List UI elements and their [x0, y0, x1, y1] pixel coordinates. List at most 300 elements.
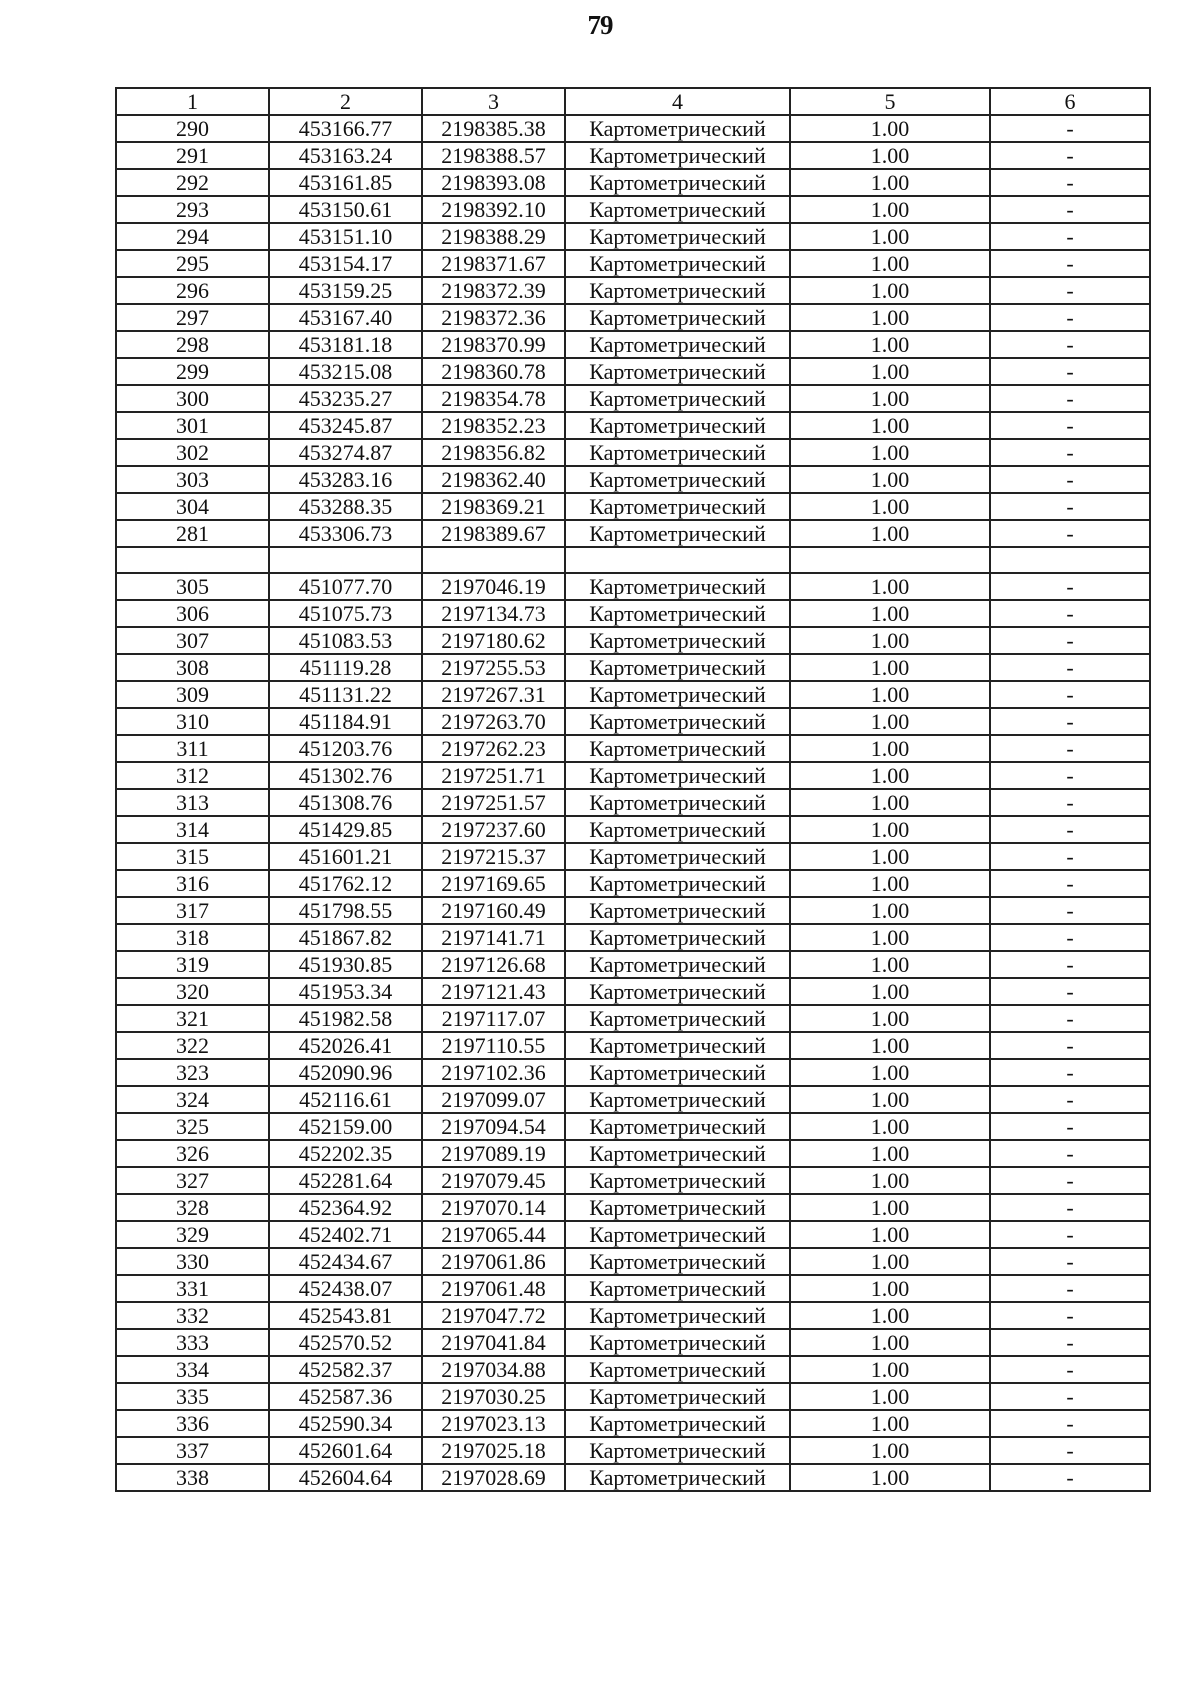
point-number-cell: 329 — [116, 1221, 269, 1248]
y-coordinate-cell: 2197141.71 — [422, 924, 565, 951]
table-row — [116, 1059, 1150, 1086]
x-coordinate-cell: 452570.52 — [269, 1329, 422, 1356]
method-cell: Картометрический — [565, 1140, 790, 1167]
accuracy-cell: 1.00 — [790, 1140, 990, 1167]
method-cell: Картометрический — [565, 1302, 790, 1329]
x-coordinate-cell: 452159.00 — [269, 1113, 422, 1140]
table-row — [116, 681, 1150, 708]
accuracy-cell: 1.00 — [790, 439, 990, 466]
method-cell: Картометрический — [565, 1059, 790, 1086]
table-row — [116, 843, 1150, 870]
x-coordinate-cell: 452090.96 — [269, 1059, 422, 1086]
table-row — [116, 1464, 1150, 1491]
accuracy-cell: 1.00 — [790, 223, 990, 250]
description-cell: - — [990, 1086, 1150, 1113]
x-coordinate-cell: 453163.24 — [269, 142, 422, 169]
x-coordinate-cell: 453288.35 — [269, 493, 422, 520]
description-cell: - — [990, 142, 1150, 169]
method-cell: Картометрический — [565, 223, 790, 250]
table-row — [116, 735, 1150, 762]
description-cell: - — [990, 978, 1150, 1005]
x-coordinate-cell: 453167.40 — [269, 304, 422, 331]
y-coordinate-cell: 2198360.78 — [422, 358, 565, 385]
point-number-cell: 300 — [116, 385, 269, 412]
y-coordinate-cell: 2197023.13 — [422, 1410, 565, 1437]
point-number-cell: 326 — [116, 1140, 269, 1167]
point-number-cell: 332 — [116, 1302, 269, 1329]
method-cell: Картометрический — [565, 654, 790, 681]
y-coordinate-cell: 2198370.99 — [422, 331, 565, 358]
description-cell: - — [990, 600, 1150, 627]
y-coordinate-cell: 2197030.25 — [422, 1383, 565, 1410]
accuracy-cell: 1.00 — [790, 897, 990, 924]
x-coordinate-cell: 453283.16 — [269, 466, 422, 493]
accuracy-cell: 1.00 — [790, 142, 990, 169]
description-cell: - — [990, 573, 1150, 600]
accuracy-cell: 1.00 — [790, 1194, 990, 1221]
table-row — [116, 115, 1150, 142]
x-coordinate-cell: 452281.64 — [269, 1167, 422, 1194]
y-coordinate-cell: 2197263.70 — [422, 708, 565, 735]
point-number-cell: 321 — [116, 1005, 269, 1032]
y-coordinate-cell: 2198362.40 — [422, 466, 565, 493]
accuracy-cell: 1.00 — [790, 600, 990, 627]
header-col-5: 5 — [790, 88, 990, 115]
description-cell: - — [990, 1464, 1150, 1491]
accuracy-cell: 1.00 — [790, 924, 990, 951]
header-col-1: 1 — [116, 88, 269, 115]
header-col-3: 3 — [422, 88, 565, 115]
method-cell: Картометрический — [565, 1383, 790, 1410]
accuracy-cell: 1.00 — [790, 1356, 990, 1383]
method-cell: Картометрический — [565, 735, 790, 762]
method-cell: Картометрический — [565, 115, 790, 142]
method-cell: Картометрический — [565, 277, 790, 304]
point-number-cell: 297 — [116, 304, 269, 331]
table-row — [116, 331, 1150, 358]
table-body — [116, 115, 1150, 1491]
table-row — [116, 1302, 1150, 1329]
accuracy-cell: 1.00 — [790, 304, 990, 331]
x-coordinate-cell: 451762.12 — [269, 870, 422, 897]
accuracy-cell: 1.00 — [790, 1302, 990, 1329]
y-coordinate-cell: 2197267.31 — [422, 681, 565, 708]
table-row — [116, 951, 1150, 978]
x-coordinate-cell: 453181.18 — [269, 331, 422, 358]
method-cell: Картометрический — [565, 439, 790, 466]
point-number-cell: 293 — [116, 196, 269, 223]
description-cell: - — [990, 304, 1150, 331]
y-coordinate-cell: 2197089.19 — [422, 1140, 565, 1167]
method-cell: Картометрический — [565, 843, 790, 870]
x-coordinate-cell: 451601.21 — [269, 843, 422, 870]
table-row — [116, 573, 1150, 600]
y-coordinate-cell: 2197262.23 — [422, 735, 565, 762]
accuracy-cell: 1.00 — [790, 520, 990, 547]
point-number-cell: 311 — [116, 735, 269, 762]
accuracy-cell: 1.00 — [790, 735, 990, 762]
y-coordinate-cell: 2198372.39 — [422, 277, 565, 304]
accuracy-cell: 1.00 — [790, 115, 990, 142]
method-cell: Картометрический — [565, 708, 790, 735]
y-coordinate-cell: 2197034.88 — [422, 1356, 565, 1383]
x-coordinate-cell: 453166.77 — [269, 115, 422, 142]
y-coordinate-cell: 2198388.29 — [422, 223, 565, 250]
description-cell: - — [990, 897, 1150, 924]
point-number-cell: 298 — [116, 331, 269, 358]
header-col-4: 4 — [565, 88, 790, 115]
table-row — [116, 1194, 1150, 1221]
table-row — [116, 654, 1150, 681]
table-row — [116, 1032, 1150, 1059]
description-cell: - — [990, 493, 1150, 520]
point-number-cell: 291 — [116, 142, 269, 169]
table-row — [116, 1410, 1150, 1437]
table-row — [116, 439, 1150, 466]
table-row — [116, 304, 1150, 331]
description-cell: - — [990, 115, 1150, 142]
accuracy-cell: 1.00 — [790, 681, 990, 708]
table-row — [116, 708, 1150, 735]
table-row — [116, 1167, 1150, 1194]
point-number-cell: 323 — [116, 1059, 269, 1086]
table-row — [116, 1383, 1150, 1410]
table-row — [116, 385, 1150, 412]
method-cell: Картометрический — [565, 924, 790, 951]
point-number-cell: 303 — [116, 466, 269, 493]
accuracy-cell: 1.00 — [790, 1410, 990, 1437]
point-number-cell: 302 — [116, 439, 269, 466]
x-coordinate-cell: 452601.64 — [269, 1437, 422, 1464]
point-number-cell: 328 — [116, 1194, 269, 1221]
table-row — [116, 897, 1150, 924]
method-cell: Картометрический — [565, 762, 790, 789]
point-number-cell: 315 — [116, 843, 269, 870]
y-coordinate-cell: 2198354.78 — [422, 385, 565, 412]
table-row — [116, 816, 1150, 843]
point-number-cell: 337 — [116, 1437, 269, 1464]
point-number-cell: 304 — [116, 493, 269, 520]
y-coordinate-cell: 2197079.45 — [422, 1167, 565, 1194]
accuracy-cell: 1.00 — [790, 358, 990, 385]
x-coordinate-cell: 451982.58 — [269, 1005, 422, 1032]
y-coordinate-cell: 2197180.62 — [422, 627, 565, 654]
accuracy-cell: 1.00 — [790, 1113, 990, 1140]
method-cell: Картометрический — [565, 169, 790, 196]
description-cell: - — [990, 223, 1150, 250]
point-number-cell: 295 — [116, 250, 269, 277]
description-cell: - — [990, 1248, 1150, 1275]
method-cell: Картометрический — [565, 358, 790, 385]
x-coordinate-cell: 452202.35 — [269, 1140, 422, 1167]
x-coordinate-cell: 451075.73 — [269, 600, 422, 627]
accuracy-cell: 1.00 — [790, 789, 990, 816]
method-cell: Картометрический — [565, 1194, 790, 1221]
point-number-cell: 338 — [116, 1464, 269, 1491]
description-cell: - — [990, 196, 1150, 223]
method-cell: Картометрический — [565, 385, 790, 412]
x-coordinate-cell: 453150.61 — [269, 196, 422, 223]
y-coordinate-cell: 2198369.21 — [422, 493, 565, 520]
x-coordinate-cell: 453154.17 — [269, 250, 422, 277]
y-coordinate-cell: 2197117.07 — [422, 1005, 565, 1032]
description-cell: - — [990, 1032, 1150, 1059]
point-number-cell: 299 — [116, 358, 269, 385]
method-cell: Картометрический — [565, 466, 790, 493]
page-number: 79 — [587, 10, 613, 40]
description-cell: - — [990, 735, 1150, 762]
method-cell: Картометрический — [565, 1356, 790, 1383]
y-coordinate-cell: 2197047.72 — [422, 1302, 565, 1329]
description-cell: - — [990, 520, 1150, 547]
accuracy-cell: 1.00 — [790, 1329, 990, 1356]
description-cell: - — [990, 1410, 1150, 1437]
accuracy-cell: 1.00 — [790, 1383, 990, 1410]
description-cell: - — [990, 870, 1150, 897]
description-cell: - — [990, 951, 1150, 978]
table-row — [116, 493, 1150, 520]
table-row — [116, 1329, 1150, 1356]
description-cell: - — [990, 1140, 1150, 1167]
description-cell: - — [990, 1275, 1150, 1302]
y-coordinate-cell: 2197134.73 — [422, 600, 565, 627]
accuracy-cell: 1.00 — [790, 843, 990, 870]
method-cell: Картометрический — [565, 1167, 790, 1194]
description-cell: - — [990, 843, 1150, 870]
point-number-cell: 310 — [116, 708, 269, 735]
point-number-cell: 324 — [116, 1086, 269, 1113]
accuracy-cell: 1.00 — [790, 951, 990, 978]
point-number-cell: 314 — [116, 816, 269, 843]
description-cell — [990, 547, 1150, 573]
accuracy-cell: 1.00 — [790, 627, 990, 654]
y-coordinate-cell: 2197255.53 — [422, 654, 565, 681]
accuracy-cell: 1.00 — [790, 169, 990, 196]
accuracy-cell: 1.00 — [790, 250, 990, 277]
description-cell: - — [990, 439, 1150, 466]
accuracy-cell: 1.00 — [790, 277, 990, 304]
table-row — [116, 358, 1150, 385]
y-coordinate-cell: 2197094.54 — [422, 1113, 565, 1140]
accuracy-cell: 1.00 — [790, 196, 990, 223]
header-col-6: 6 — [990, 88, 1150, 115]
x-coordinate-cell: 452582.37 — [269, 1356, 422, 1383]
description-cell: - — [990, 466, 1150, 493]
method-cell: Картометрический — [565, 681, 790, 708]
accuracy-cell: 1.00 — [790, 1167, 990, 1194]
table-row — [116, 196, 1150, 223]
table-row — [116, 1437, 1150, 1464]
y-coordinate-cell: 2197160.49 — [422, 897, 565, 924]
x-coordinate-cell: 453235.27 — [269, 385, 422, 412]
description-cell: - — [990, 1005, 1150, 1032]
accuracy-cell: 1.00 — [790, 1464, 990, 1491]
table-row — [116, 870, 1150, 897]
description-cell: - — [990, 654, 1150, 681]
method-cell: Картометрический — [565, 142, 790, 169]
accuracy-cell: 1.00 — [790, 1032, 990, 1059]
table-row — [116, 1005, 1150, 1032]
x-coordinate-cell: 453159.25 — [269, 277, 422, 304]
method-cell: Картометрический — [565, 520, 790, 547]
x-coordinate-cell: 451953.34 — [269, 978, 422, 1005]
description-cell: - — [990, 924, 1150, 951]
method-cell: Картометрический — [565, 250, 790, 277]
description-cell: - — [990, 1167, 1150, 1194]
y-coordinate-cell: 2198352.23 — [422, 412, 565, 439]
table-row — [116, 169, 1150, 196]
table-row — [116, 1221, 1150, 1248]
x-coordinate-cell: 451867.82 — [269, 924, 422, 951]
point-number-cell: 313 — [116, 789, 269, 816]
point-number-cell: 334 — [116, 1356, 269, 1383]
point-number-cell: 312 — [116, 762, 269, 789]
method-cell: Картометрический — [565, 1329, 790, 1356]
point-number-cell: 322 — [116, 1032, 269, 1059]
description-cell: - — [990, 681, 1150, 708]
table-separator-row — [116, 547, 1150, 573]
method-cell: Картометрический — [565, 897, 790, 924]
method-cell: Картометрический — [565, 1464, 790, 1491]
description-cell: - — [990, 412, 1150, 439]
x-coordinate-cell: 451119.28 — [269, 654, 422, 681]
y-coordinate-cell: 2197065.44 — [422, 1221, 565, 1248]
point-number-cell: 317 — [116, 897, 269, 924]
x-coordinate-cell: 452402.71 — [269, 1221, 422, 1248]
accuracy-cell: 1.00 — [790, 870, 990, 897]
x-coordinate-cell: 453306.73 — [269, 520, 422, 547]
y-coordinate-cell: 2198372.36 — [422, 304, 565, 331]
table-row — [116, 412, 1150, 439]
y-coordinate-cell: 2197046.19 — [422, 573, 565, 600]
point-number-cell: 290 — [116, 115, 269, 142]
point-number-cell: 331 — [116, 1275, 269, 1302]
description-cell: - — [990, 1113, 1150, 1140]
y-coordinate-cell: 2197110.55 — [422, 1032, 565, 1059]
y-coordinate-cell: 2198389.67 — [422, 520, 565, 547]
accuracy-cell — [790, 547, 990, 573]
y-coordinate-cell: 2197028.69 — [422, 1464, 565, 1491]
method-cell: Картометрический — [565, 1275, 790, 1302]
accuracy-cell: 1.00 — [790, 1059, 990, 1086]
point-number-cell: 320 — [116, 978, 269, 1005]
x-coordinate-cell: 452434.67 — [269, 1248, 422, 1275]
accuracy-cell: 1.00 — [790, 1005, 990, 1032]
y-coordinate-cell: 2197041.84 — [422, 1329, 565, 1356]
method-cell: Картометрический — [565, 412, 790, 439]
y-coordinate-cell: 2198393.08 — [422, 169, 565, 196]
x-coordinate-cell: 451203.76 — [269, 735, 422, 762]
x-coordinate-cell: 453215.08 — [269, 358, 422, 385]
point-number-cell: 301 — [116, 412, 269, 439]
method-cell: Картометрический — [565, 627, 790, 654]
accuracy-cell: 1.00 — [790, 654, 990, 681]
table-row — [116, 978, 1150, 1005]
y-coordinate-cell: 2197121.43 — [422, 978, 565, 1005]
accuracy-cell: 1.00 — [790, 412, 990, 439]
x-coordinate-cell: 451302.76 — [269, 762, 422, 789]
header-col-2: 2 — [269, 88, 422, 115]
table-row — [116, 1086, 1150, 1113]
method-cell: Картометрический — [565, 600, 790, 627]
x-coordinate-cell: 451930.85 — [269, 951, 422, 978]
method-cell: Картометрический — [565, 573, 790, 600]
method-cell: Картометрический — [565, 1248, 790, 1275]
x-coordinate-cell: 452543.81 — [269, 1302, 422, 1329]
table-row — [116, 223, 1150, 250]
x-coordinate-cell: 453274.87 — [269, 439, 422, 466]
point-number-cell: 327 — [116, 1167, 269, 1194]
point-number-cell: 281 — [116, 520, 269, 547]
method-cell: Картометрический — [565, 789, 790, 816]
point-number-cell: 309 — [116, 681, 269, 708]
y-coordinate-cell: 2197102.36 — [422, 1059, 565, 1086]
point-number-cell: 294 — [116, 223, 269, 250]
description-cell: - — [990, 1329, 1150, 1356]
table-row — [116, 1275, 1150, 1302]
y-coordinate-cell: 2197061.86 — [422, 1248, 565, 1275]
method-cell: Картометрический — [565, 1221, 790, 1248]
description-cell: - — [990, 627, 1150, 654]
accuracy-cell: 1.00 — [790, 493, 990, 520]
header-row — [116, 88, 1150, 115]
y-coordinate-cell: 2197126.68 — [422, 951, 565, 978]
x-coordinate-cell: 451083.53 — [269, 627, 422, 654]
x-coordinate-cell: 453161.85 — [269, 169, 422, 196]
y-coordinate-cell: 2198385.38 — [422, 115, 565, 142]
method-cell: Картометрический — [565, 1005, 790, 1032]
description-cell: - — [990, 169, 1150, 196]
point-number-cell: 292 — [116, 169, 269, 196]
accuracy-cell: 1.00 — [790, 978, 990, 1005]
table-row — [116, 762, 1150, 789]
y-coordinate-cell: 2197251.57 — [422, 789, 565, 816]
accuracy-cell: 1.00 — [790, 1221, 990, 1248]
method-cell: Картометрический — [565, 331, 790, 358]
table-row — [116, 277, 1150, 304]
point-number-cell: 305 — [116, 573, 269, 600]
point-number-cell: 336 — [116, 1410, 269, 1437]
x-coordinate-cell: 452364.92 — [269, 1194, 422, 1221]
method-cell: Картометрический — [565, 951, 790, 978]
point-number-cell: 333 — [116, 1329, 269, 1356]
point-number-cell: 335 — [116, 1383, 269, 1410]
table-row — [116, 142, 1150, 169]
description-cell: - — [990, 762, 1150, 789]
description-cell: - — [990, 1383, 1150, 1410]
table-row — [116, 600, 1150, 627]
accuracy-cell: 1.00 — [790, 1437, 990, 1464]
description-cell: - — [990, 1194, 1150, 1221]
method-cell: Картометрический — [565, 493, 790, 520]
x-coordinate-cell: 451798.55 — [269, 897, 422, 924]
y-coordinate-cell: 2198388.57 — [422, 142, 565, 169]
description-cell: - — [990, 277, 1150, 304]
x-coordinate-cell: 451308.76 — [269, 789, 422, 816]
point-number-cell: 325 — [116, 1113, 269, 1140]
table-row — [116, 1140, 1150, 1167]
coordinates-table — [115, 87, 1151, 1492]
y-coordinate-cell: 2197025.18 — [422, 1437, 565, 1464]
x-coordinate-cell: 452604.64 — [269, 1464, 422, 1491]
accuracy-cell: 1.00 — [790, 1086, 990, 1113]
accuracy-cell: 1.00 — [790, 708, 990, 735]
description-cell: - — [990, 1356, 1150, 1383]
method-cell: Картометрический — [565, 1410, 790, 1437]
x-coordinate-cell: 451077.70 — [269, 573, 422, 600]
table-row — [116, 1248, 1150, 1275]
method-cell: Картометрический — [565, 978, 790, 1005]
